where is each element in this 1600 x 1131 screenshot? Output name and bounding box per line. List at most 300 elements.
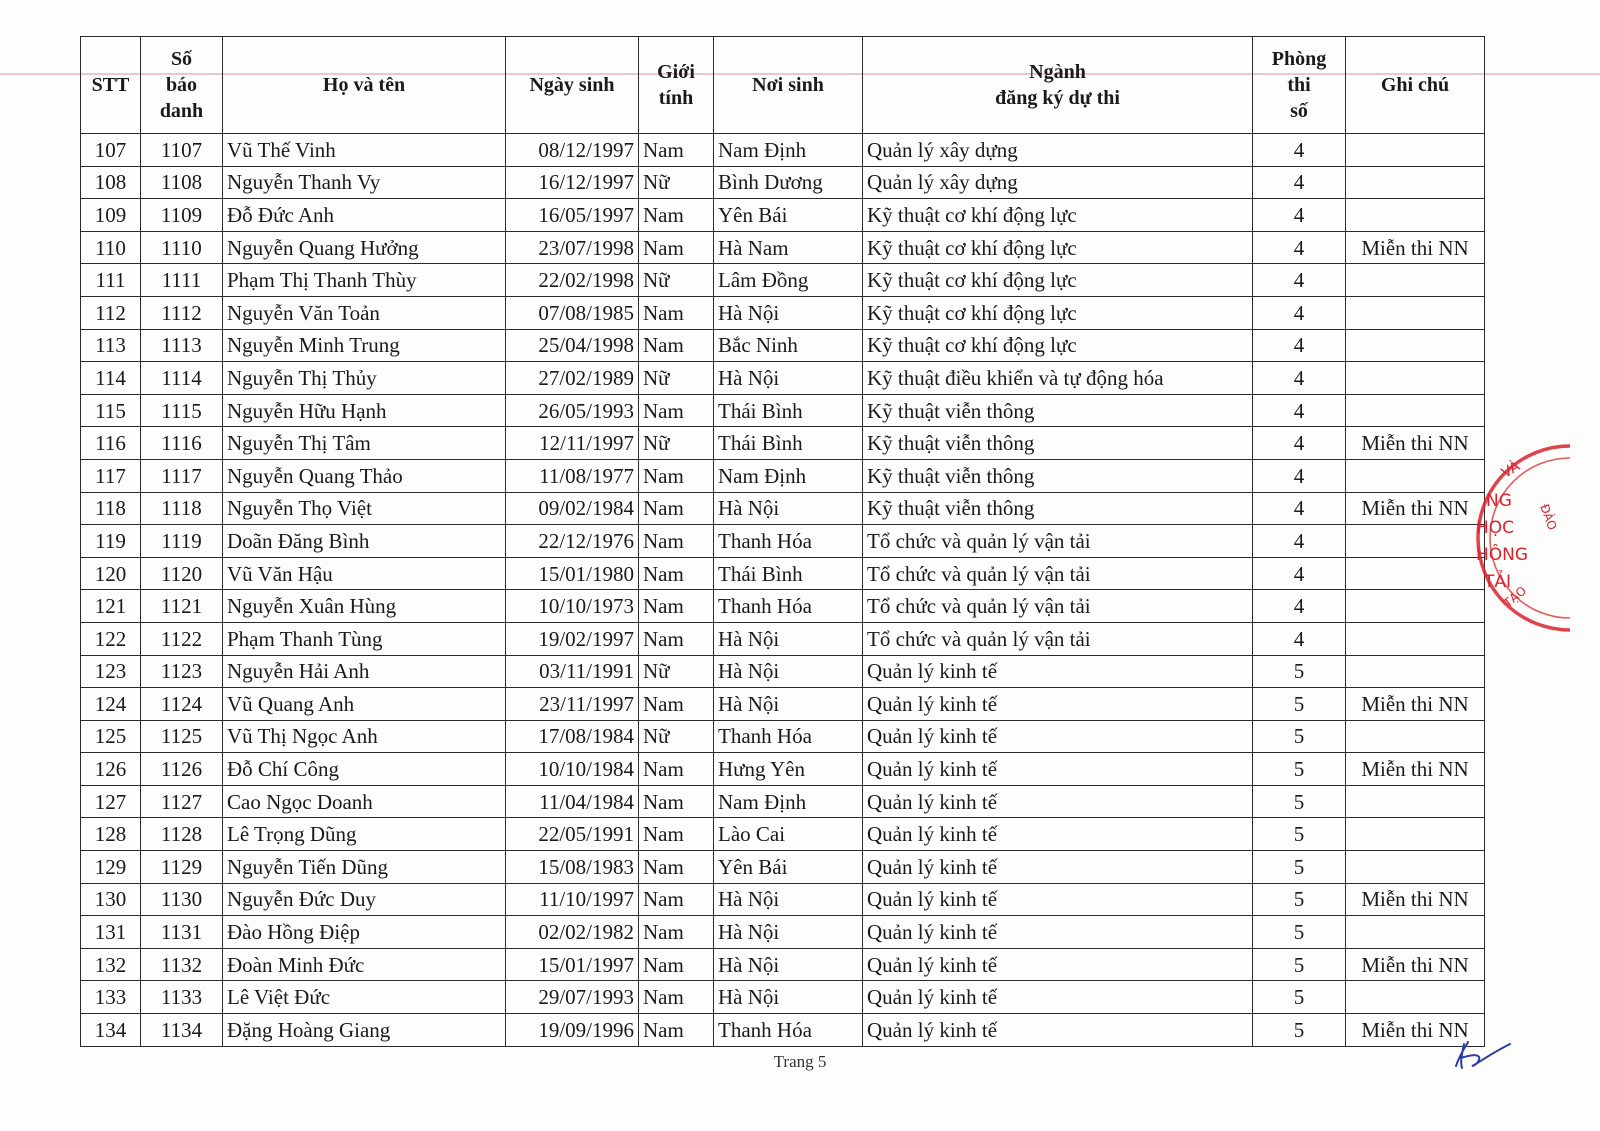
cell-dob: 07/08/1985: [506, 296, 639, 329]
candidate-table: [80, 36, 1485, 1047]
cell-stt: 131: [81, 916, 141, 949]
cell-sbd: 1120: [141, 557, 223, 590]
header-major-line1: Ngành: [1029, 61, 1086, 83]
cell-name: Vũ Thị Ngọc Anh: [223, 720, 506, 753]
cell-sbd: 1133: [141, 981, 223, 1014]
cell-stt: 123: [81, 655, 141, 688]
cell-note: Miễn thi NN: [1346, 1014, 1485, 1047]
cell-sbd: 1130: [141, 883, 223, 916]
cell-birthplace: Hưng Yên: [714, 753, 863, 786]
cell-sbd: 1115: [141, 394, 223, 427]
cell-name: Vũ Thế Vinh: [223, 134, 506, 167]
cell-name: Lê Trọng Dũng: [223, 818, 506, 851]
cell-stt: 107: [81, 134, 141, 167]
cell-sbd: 1127: [141, 785, 223, 818]
cell-note: [1346, 525, 1485, 558]
cell-room: 5: [1253, 851, 1346, 884]
cell-room: 4: [1253, 166, 1346, 199]
cell-note: [1346, 655, 1485, 688]
cell-name: Vũ Văn Hậu: [223, 557, 506, 590]
cell-room: 5: [1253, 883, 1346, 916]
table-row: [81, 264, 1485, 297]
cell-stt: 127: [81, 785, 141, 818]
cell-major: Quản lý kinh tế: [863, 948, 1253, 981]
cell-room: 5: [1253, 753, 1346, 786]
page-number: Trang 5: [773, 1052, 827, 1071]
table-row: [81, 883, 1485, 916]
cell-note: Miễn thi NN: [1346, 492, 1485, 525]
cell-name: Đỗ Đức Anh: [223, 199, 506, 232]
cell-birthplace: Thanh Hóa: [714, 1014, 863, 1047]
cell-birthplace: Thái Bình: [714, 557, 863, 590]
header-name: [223, 37, 506, 134]
cell-stt: 109: [81, 199, 141, 232]
table-row: [81, 166, 1485, 199]
cell-gender: Nữ: [639, 166, 714, 199]
cell-name: Lê Việt Đức: [223, 981, 506, 1014]
cell-major: Tổ chức và quản lý vận tải: [863, 590, 1253, 623]
cell-major: Quản lý kinh tế: [863, 720, 1253, 753]
cell-major: Tổ chức và quản lý vận tải: [863, 525, 1253, 558]
cell-dob: 22/05/1991: [506, 818, 639, 851]
cell-gender: Nam: [639, 1014, 714, 1047]
table-row: [81, 655, 1485, 688]
cell-stt: 124: [81, 688, 141, 721]
cell-note: [1346, 557, 1485, 590]
cell-stt: 116: [81, 427, 141, 460]
cell-name: Đoàn Minh Đức: [223, 948, 506, 981]
cell-room: 4: [1253, 590, 1346, 623]
cell-room: 4: [1253, 199, 1346, 232]
table-row: [81, 199, 1485, 232]
cell-dob: 16/05/1997: [506, 199, 639, 232]
header-birthplace: [714, 37, 863, 134]
cell-note: [1346, 981, 1485, 1014]
header-note-label: Ghi chú: [1380, 74, 1450, 96]
header-gender-line1: Giới: [657, 61, 695, 83]
cell-birthplace: Hà Nội: [714, 492, 863, 525]
cell-birthplace: Hà Nội: [714, 948, 863, 981]
cell-birthplace: Hà Nội: [714, 362, 863, 395]
cell-dob: 23/11/1997: [506, 688, 639, 721]
table-row: [81, 851, 1485, 884]
cell-sbd: 1132: [141, 948, 223, 981]
cell-name: Nguyễn Thọ Việt: [223, 492, 506, 525]
cell-dob: 25/04/1998: [506, 329, 639, 362]
cell-birthplace: Hà Nội: [714, 622, 863, 655]
cell-sbd: 1128: [141, 818, 223, 851]
cell-sbd: 1107: [141, 134, 223, 167]
cell-birthplace: Yên Bái: [714, 851, 863, 884]
cell-room: 5: [1253, 916, 1346, 949]
table-row: [81, 622, 1485, 655]
svg-text:TẠO: TẠO: [1500, 583, 1530, 611]
cell-room: 4: [1253, 622, 1346, 655]
cell-note: Miễn thi NN: [1346, 231, 1485, 264]
header-sbd-line1: Số: [170, 48, 193, 70]
table-row: [81, 590, 1485, 623]
cell-birthplace: Yên Bái: [714, 199, 863, 232]
cell-room: 4: [1253, 492, 1346, 525]
cell-sbd: 1111: [141, 264, 223, 297]
cell-room: 4: [1253, 296, 1346, 329]
cell-stt: 130: [81, 883, 141, 916]
cell-name: Nguyễn Minh Trung: [223, 329, 506, 362]
header-stt-label: STT: [91, 74, 130, 96]
cell-gender: Nam: [639, 459, 714, 492]
cell-note: [1346, 134, 1485, 167]
cell-note: [1346, 329, 1485, 362]
table-row: [81, 525, 1485, 558]
svg-text:VÀ: VÀ: [1499, 458, 1523, 482]
cell-major: Quản lý kinh tế: [863, 785, 1253, 818]
header-sbd-line3: danh: [159, 100, 204, 122]
cell-room: 5: [1253, 948, 1346, 981]
cell-sbd: 1126: [141, 753, 223, 786]
cell-birthplace: Nam Định: [714, 459, 863, 492]
cell-gender: Nam: [639, 394, 714, 427]
cell-major: Quản lý kinh tế: [863, 753, 1253, 786]
table-row: [81, 134, 1485, 167]
cell-birthplace: Thái Bình: [714, 427, 863, 460]
cell-room: 4: [1253, 557, 1346, 590]
cell-major: Quản lý kinh tế: [863, 981, 1253, 1014]
cell-stt: 110: [81, 231, 141, 264]
header-note: [1346, 37, 1485, 134]
cell-birthplace: Bình Dương: [714, 166, 863, 199]
cell-gender: Nam: [639, 688, 714, 721]
cell-gender: Nữ: [639, 720, 714, 753]
table-row: [81, 362, 1485, 395]
cell-room: 4: [1253, 525, 1346, 558]
cell-note: [1346, 264, 1485, 297]
cell-note: Miễn thi NN: [1346, 883, 1485, 916]
cell-dob: 29/07/1993: [506, 981, 639, 1014]
cell-dob: 10/10/1984: [506, 753, 639, 786]
cell-gender: Nam: [639, 622, 714, 655]
cell-name: Nguyễn Xuân Hùng: [223, 590, 506, 623]
cell-room: 4: [1253, 329, 1346, 362]
cell-gender: Nam: [639, 981, 714, 1014]
header-room-line1: Phòng: [1271, 48, 1327, 70]
cell-dob: 17/08/1984: [506, 720, 639, 753]
cell-dob: 15/01/1980: [506, 557, 639, 590]
cell-note: Miễn thi NN: [1346, 688, 1485, 721]
cell-room: 5: [1253, 785, 1346, 818]
cell-note: [1346, 199, 1485, 232]
cell-dob: 23/07/1998: [506, 231, 639, 264]
cell-sbd: 1114: [141, 362, 223, 395]
cell-birthplace: Hà Nội: [714, 296, 863, 329]
cell-major: Kỹ thuật cơ khí động lực: [863, 231, 1253, 264]
cell-room: 4: [1253, 459, 1346, 492]
cell-major: Kỹ thuật viễn thông: [863, 492, 1253, 525]
cell-gender: Nam: [639, 785, 714, 818]
cell-dob: 15/08/1983: [506, 851, 639, 884]
cell-gender: Nam: [639, 818, 714, 851]
table-row: [81, 459, 1485, 492]
cell-major: Kỹ thuật viễn thông: [863, 394, 1253, 427]
cell-major: Tổ chức và quản lý vận tải: [863, 622, 1253, 655]
table-body: [81, 134, 1485, 1047]
svg-text:HỌC: HỌC: [1476, 518, 1515, 538]
cell-dob: 11/10/1997: [506, 883, 639, 916]
cell-dob: 09/02/1984: [506, 492, 639, 525]
cell-stt: 118: [81, 492, 141, 525]
cell-name: Nguyễn Tiến Dũng: [223, 851, 506, 884]
cell-gender: Nữ: [639, 427, 714, 460]
cell-room: 5: [1253, 688, 1346, 721]
cell-stt: 113: [81, 329, 141, 362]
cell-birthplace: Thái Bình: [714, 394, 863, 427]
cell-stt: 134: [81, 1014, 141, 1047]
cell-gender: Nam: [639, 948, 714, 981]
cell-gender: Nam: [639, 557, 714, 590]
svg-text:ĐÀO: ĐÀO: [1537, 502, 1560, 532]
cell-note: [1346, 590, 1485, 623]
cell-sbd: 1131: [141, 916, 223, 949]
cell-stt: 126: [81, 753, 141, 786]
cell-sbd: 1134: [141, 1014, 223, 1047]
cell-room: 4: [1253, 427, 1346, 460]
cell-sbd: 1109: [141, 199, 223, 232]
cell-major: Kỹ thuật cơ khí động lực: [863, 199, 1253, 232]
header-gender: [639, 37, 714, 134]
cell-name: Phạm Thị Thanh Thùy: [223, 264, 506, 297]
header-birthplace-label: Nơi sinh: [752, 74, 824, 96]
cell-dob: 15/01/1997: [506, 948, 639, 981]
cell-note: Miễn thi NN: [1346, 753, 1485, 786]
table-row: [81, 329, 1485, 362]
cell-note: [1346, 818, 1485, 851]
table-row: [81, 394, 1485, 427]
cell-birthplace: Thanh Hóa: [714, 720, 863, 753]
header-name-label: Họ và tên: [322, 74, 406, 96]
cell-room: 5: [1253, 1014, 1346, 1047]
cell-birthplace: Lào Cai: [714, 818, 863, 851]
cell-sbd: 1118: [141, 492, 223, 525]
cell-stt: 121: [81, 590, 141, 623]
cell-gender: Nam: [639, 883, 714, 916]
cell-dob: 03/11/1991: [506, 655, 639, 688]
cell-gender: Nam: [639, 590, 714, 623]
table-row: [81, 427, 1485, 460]
table-row: [81, 720, 1485, 753]
cell-stt: 108: [81, 166, 141, 199]
cell-dob: 11/04/1984: [506, 785, 639, 818]
cell-gender: Nam: [639, 296, 714, 329]
cell-stt: 125: [81, 720, 141, 753]
cell-major: Quản lý kinh tế: [863, 916, 1253, 949]
cell-sbd: 1124: [141, 688, 223, 721]
cell-sbd: 1125: [141, 720, 223, 753]
cell-major: Tổ chức và quản lý vận tải: [863, 557, 1253, 590]
cell-birthplace: Hà Nội: [714, 916, 863, 949]
cell-birthplace: Hà Nội: [714, 655, 863, 688]
cell-sbd: 1108: [141, 166, 223, 199]
cell-name: Phạm Thanh Tùng: [223, 622, 506, 655]
header-major-line2: đăng ký dự thi: [995, 87, 1120, 109]
table-row: [81, 981, 1485, 1014]
cell-room: 5: [1253, 655, 1346, 688]
cell-note: Miễn thi NN: [1346, 948, 1485, 981]
cell-dob: 26/05/1993: [506, 394, 639, 427]
cell-sbd: 1122: [141, 622, 223, 655]
cell-stt: 132: [81, 948, 141, 981]
cell-room: 4: [1253, 231, 1346, 264]
official-seal-stamp: [1470, 440, 1570, 640]
table-header: [81, 37, 1485, 134]
cell-name: Vũ Quang Anh: [223, 688, 506, 721]
cell-dob: 16/12/1997: [506, 166, 639, 199]
cell-name: Đỗ Chí Công: [223, 753, 506, 786]
cell-stt: 115: [81, 394, 141, 427]
cell-birthplace: Nam Định: [714, 785, 863, 818]
cell-birthplace: Thanh Hóa: [714, 525, 863, 558]
cell-birthplace: Hà Nội: [714, 883, 863, 916]
cell-major: Kỹ thuật điều khiển và tự động hóa: [863, 362, 1253, 395]
cell-sbd: 1113: [141, 329, 223, 362]
cell-note: [1346, 785, 1485, 818]
cell-name: Nguyễn Quang Thảo: [223, 459, 506, 492]
cell-major: Quản lý kinh tế: [863, 688, 1253, 721]
cell-sbd: 1129: [141, 851, 223, 884]
header-room: [1253, 37, 1346, 134]
cell-note: [1346, 622, 1485, 655]
cell-room: 5: [1253, 720, 1346, 753]
table-row: [81, 818, 1485, 851]
cell-dob: 02/02/1982: [506, 916, 639, 949]
cell-gender: Nữ: [639, 362, 714, 395]
cell-birthplace: Thanh Hóa: [714, 590, 863, 623]
cell-birthplace: Hà Nội: [714, 981, 863, 1014]
cell-name: Nguyễn Thị Thủy: [223, 362, 506, 395]
cell-major: Quản lý kinh tế: [863, 851, 1253, 884]
cell-gender: Nam: [639, 329, 714, 362]
header-major: [863, 37, 1253, 134]
cell-room: 4: [1253, 394, 1346, 427]
cell-stt: 120: [81, 557, 141, 590]
cell-dob: 22/12/1976: [506, 525, 639, 558]
cell-name: Đào Hồng Điệp: [223, 916, 506, 949]
cell-stt: 133: [81, 981, 141, 1014]
cell-note: [1346, 362, 1485, 395]
svg-text:HÔNG: HÔNG: [1476, 545, 1529, 565]
cell-dob: 11/08/1977: [506, 459, 639, 492]
cell-room: 4: [1253, 134, 1346, 167]
table-row: [81, 296, 1485, 329]
cell-gender: Nam: [639, 525, 714, 558]
cell-note: [1346, 459, 1485, 492]
cell-dob: 19/09/1996: [506, 1014, 639, 1047]
svg-text:NG: NG: [1486, 491, 1512, 511]
cell-sbd: 1123: [141, 655, 223, 688]
cell-note: [1346, 851, 1485, 884]
cell-major: Quản lý kinh tế: [863, 883, 1253, 916]
cell-dob: 12/11/1997: [506, 427, 639, 460]
cell-stt: 119: [81, 525, 141, 558]
cell-stt: 117: [81, 459, 141, 492]
cell-dob: 22/02/1998: [506, 264, 639, 297]
cell-gender: Nữ: [639, 264, 714, 297]
cell-sbd: 1110: [141, 231, 223, 264]
cell-sbd: 1116: [141, 427, 223, 460]
cell-birthplace: Bắc Ninh: [714, 329, 863, 362]
cell-room: 4: [1253, 362, 1346, 395]
header-dob: [506, 37, 639, 134]
table-row: [81, 948, 1485, 981]
table-row: [81, 492, 1485, 525]
cell-major: Quản lý kinh tế: [863, 1014, 1253, 1047]
cell-gender: Nam: [639, 134, 714, 167]
cell-name: Nguyễn Hữu Hạnh: [223, 394, 506, 427]
cell-stt: 122: [81, 622, 141, 655]
cell-gender: Nam: [639, 916, 714, 949]
cell-name: Nguyễn Thị Tâm: [223, 427, 506, 460]
cell-gender: Nữ: [639, 655, 714, 688]
cell-dob: 08/12/1997: [506, 134, 639, 167]
table-row: [81, 557, 1485, 590]
cell-major: Kỹ thuật cơ khí động lực: [863, 264, 1253, 297]
cell-name: Cao Ngọc Doanh: [223, 785, 506, 818]
cell-sbd: 1117: [141, 459, 223, 492]
svg-text:TẢI: TẢI: [1484, 572, 1512, 592]
cell-major: Quản lý kinh tế: [863, 655, 1253, 688]
cell-gender: Nam: [639, 231, 714, 264]
cell-stt: 111: [81, 264, 141, 297]
cell-name: Đặng Hoàng Giang: [223, 1014, 506, 1047]
cell-room: 5: [1253, 818, 1346, 851]
cell-dob: 10/10/1973: [506, 590, 639, 623]
cell-gender: Nam: [639, 851, 714, 884]
cell-birthplace: Lâm Đồng: [714, 264, 863, 297]
cell-name: Nguyễn Văn Toản: [223, 296, 506, 329]
cell-dob: 19/02/1997: [506, 622, 639, 655]
cell-gender: Nam: [639, 492, 714, 525]
cell-name: Nguyễn Đức Duy: [223, 883, 506, 916]
cell-stt: 112: [81, 296, 141, 329]
cell-major: Quản lý kinh tế: [863, 818, 1253, 851]
table-row: [81, 753, 1485, 786]
cell-birthplace: Hà Nội: [714, 688, 863, 721]
cell-major: Kỹ thuật viễn thông: [863, 427, 1253, 460]
cell-name: Nguyễn Hải Anh: [223, 655, 506, 688]
header-sbd-line2: báo: [165, 74, 198, 96]
cell-room: 4: [1253, 264, 1346, 297]
cell-major: Quản lý xây dựng: [863, 166, 1253, 199]
handwritten-signature: [1450, 1036, 1520, 1076]
cell-gender: Nam: [639, 753, 714, 786]
cell-stt: 129: [81, 851, 141, 884]
table-row: [81, 916, 1485, 949]
cell-major: Kỹ thuật cơ khí động lực: [863, 296, 1253, 329]
cell-name: Nguyễn Thanh Vy: [223, 166, 506, 199]
cell-gender: Nam: [639, 199, 714, 232]
cell-major: Kỹ thuật cơ khí động lực: [863, 329, 1253, 362]
cell-birthplace: Hà Nam: [714, 231, 863, 264]
cell-major: Quản lý xây dựng: [863, 134, 1253, 167]
cell-note: [1346, 296, 1485, 329]
table-row: [81, 785, 1485, 818]
cell-room: 5: [1253, 981, 1346, 1014]
cell-stt: 128: [81, 818, 141, 851]
table-row: [81, 231, 1485, 264]
table-row: [81, 1014, 1485, 1047]
cell-stt: 114: [81, 362, 141, 395]
cell-note: [1346, 166, 1485, 199]
cell-name: Nguyễn Quang Hưởng: [223, 231, 506, 264]
header-sbd: [141, 37, 223, 134]
